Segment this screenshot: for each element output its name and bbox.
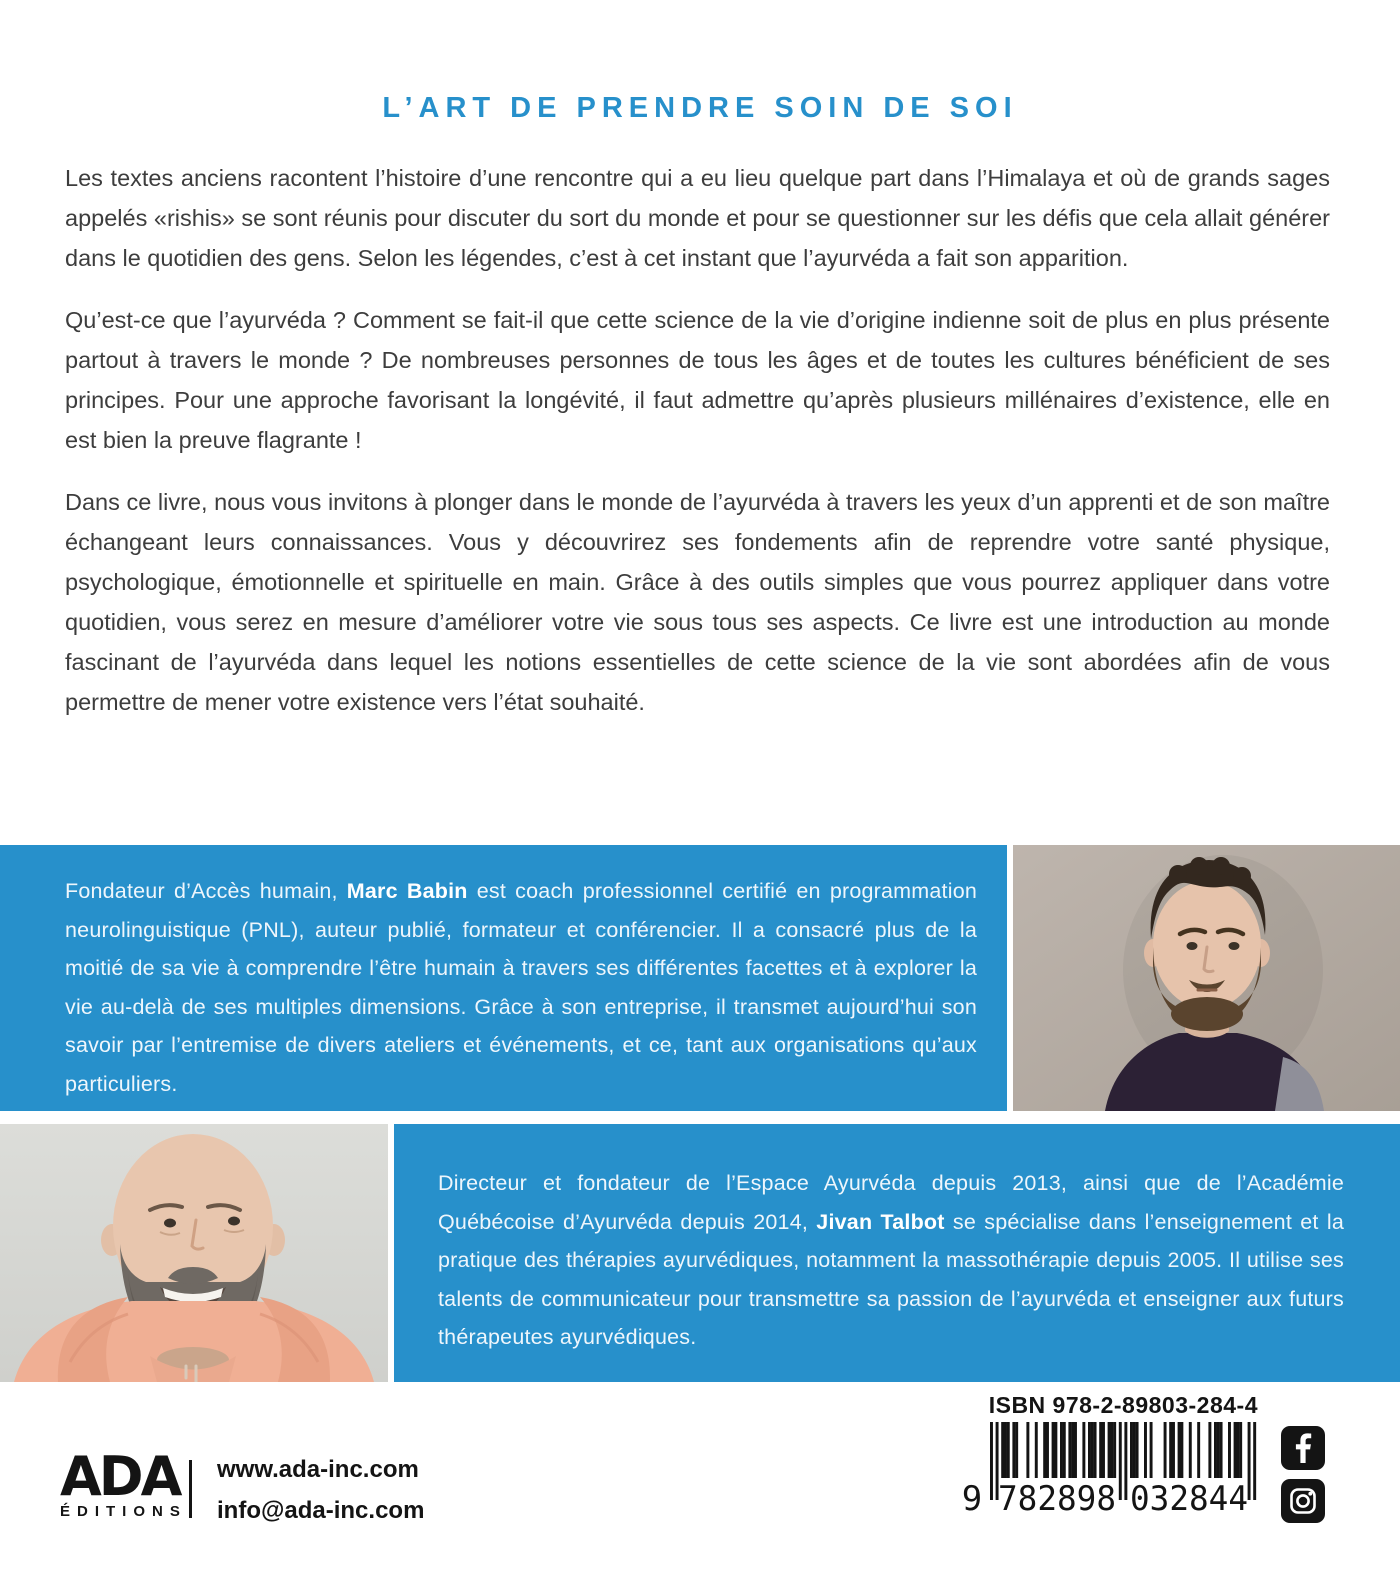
intro-paragraph-2: Qu’est-ce que l’ayurvéda ? Comment se fait-il que cette science de la vie d’origine indienne soit de plus en plus présente partout à travers le monde ? De nombreuses personnes de tous les âges et de toutes les cultures bénéficient de ses principes. Pour une approche favorisant la longévité, il faut admettre qu’après plusieurs millénaires d’existence, elle en est bien la preuve flagrante ! bbox=[65, 307, 1330, 453]
portrait-jivan-talbot-illustration bbox=[0, 1124, 388, 1382]
photo-jivan-talbot bbox=[0, 1124, 388, 1382]
publisher-email[interactable]: info@ada-inc.com bbox=[217, 1497, 425, 1524]
publisher-logo-subtitle: ÉDITIONS bbox=[60, 1503, 187, 1520]
publisher-website[interactable]: www.ada-inc.com bbox=[217, 1456, 419, 1483]
isbn-label: ISBN 978-2-89803-284-4 bbox=[988, 1392, 1258, 1418]
intro-paragraph-3: Dans ce livre, nous vous invitons à plonger dans le monde de l’ayurvéda à travers les yeux d’un apprenti et de son maître échangeant leurs connaissances. Vous y découvrirez ses fondements afin de reprendre votre santé physique, psychologique, émotionnelle et spirituelle en main. Grâce à des outils simples que vous pourrez appliquer dans votre quotidien, vous serez en mesure d’améliorer votre vie sous tous ses aspects. Ce livre est une introduction au monde fascinant de l’ayurvéda dans lequel les notions essentielles de cette science de la vie sont abordées afin de vous permettre de mener votre existence vers l’état souhaité. bbox=[65, 489, 1330, 715]
photo-marc-babin bbox=[1013, 845, 1400, 1111]
social-icons bbox=[1281, 1426, 1325, 1523]
publisher-contact bbox=[217, 1456, 424, 1525]
author-block-marc-babin bbox=[0, 845, 1400, 1111]
author-name-marc-babin: Marc Babin bbox=[346, 879, 468, 903]
barcode bbox=[958, 1422, 1258, 1514]
publisher-logo-wordmark: ADA bbox=[60, 1445, 180, 1508]
bio-paragraph-marc-babin: Fondateur d’Accès humain, Marc Babin est coach professionnel certifié en programmation neurolinguistique (PNL), auteur publié, formateur et conférencier. Il a consacré plus de la moitié de sa vie à comprendre l’être humain à travers ses différentes facettes et à explorer la vie au-delà de ses multiples dimensions. Grâce à son entreprise, il transmet aujourd’hui son savoir par l’entremise de divers ateliers et événements, et ce, tant aux organisations qu’aux particuliers. bbox=[65, 879, 978, 1096]
footer bbox=[0, 1390, 1400, 1576]
intro-text bbox=[65, 158, 1330, 744]
bio-paragraph-jivan-talbot: Directeur et fondateur de l’Espace Ayurvéda depuis 2013, ainsi que de l’Académie Québécoise d’Ayurvéda depuis 2014, Jivan Talbot se spécialise dans l’enseignement et la pratique des thérapies ayurvédiques, notamment la massothérapie depuis 2005. Il utilise ses talents de communicateur pour transmettre sa passion de l’ayurvéda et enseigner aux futurs thérapeutes ayurvédiques. bbox=[438, 1171, 1344, 1350]
svg-text:032844: 032844 bbox=[1130, 1479, 1248, 1514]
instagram-icon[interactable] bbox=[1281, 1479, 1325, 1523]
portrait-marc-babin-illustration bbox=[1013, 845, 1400, 1111]
facebook-icon[interactable] bbox=[1281, 1426, 1325, 1470]
bio-text-jivan-talbot bbox=[394, 1124, 1400, 1382]
page-title: L’ART DE PRENDRE SOIN DE SOI bbox=[382, 92, 1018, 124]
footer-divider bbox=[189, 1460, 192, 1518]
author-name-jivan-talbot: Jivan Talbot bbox=[816, 1209, 945, 1234]
publisher-logo bbox=[60, 1445, 187, 1520]
svg-text:782898: 782898 bbox=[998, 1479, 1116, 1514]
author-block-jivan-talbot bbox=[0, 1124, 1400, 1382]
svg-text:9: 9 bbox=[961, 1479, 983, 1514]
bio-text-marc-babin bbox=[0, 845, 1007, 1111]
intro-paragraph-1: Les textes anciens racontent l’histoire d’une rencontre qui a eu lieu quelque part dans l’Himalaya et où de grands sages appelés «rishis» se sont réunis pour discuter du sort du monde et pour se questionner sur les défis que cela allait générer dans le quotidien des gens. Selon les légendes, c’est à cet instant que l’ayurvéda a fait son apparition. bbox=[65, 165, 1330, 271]
